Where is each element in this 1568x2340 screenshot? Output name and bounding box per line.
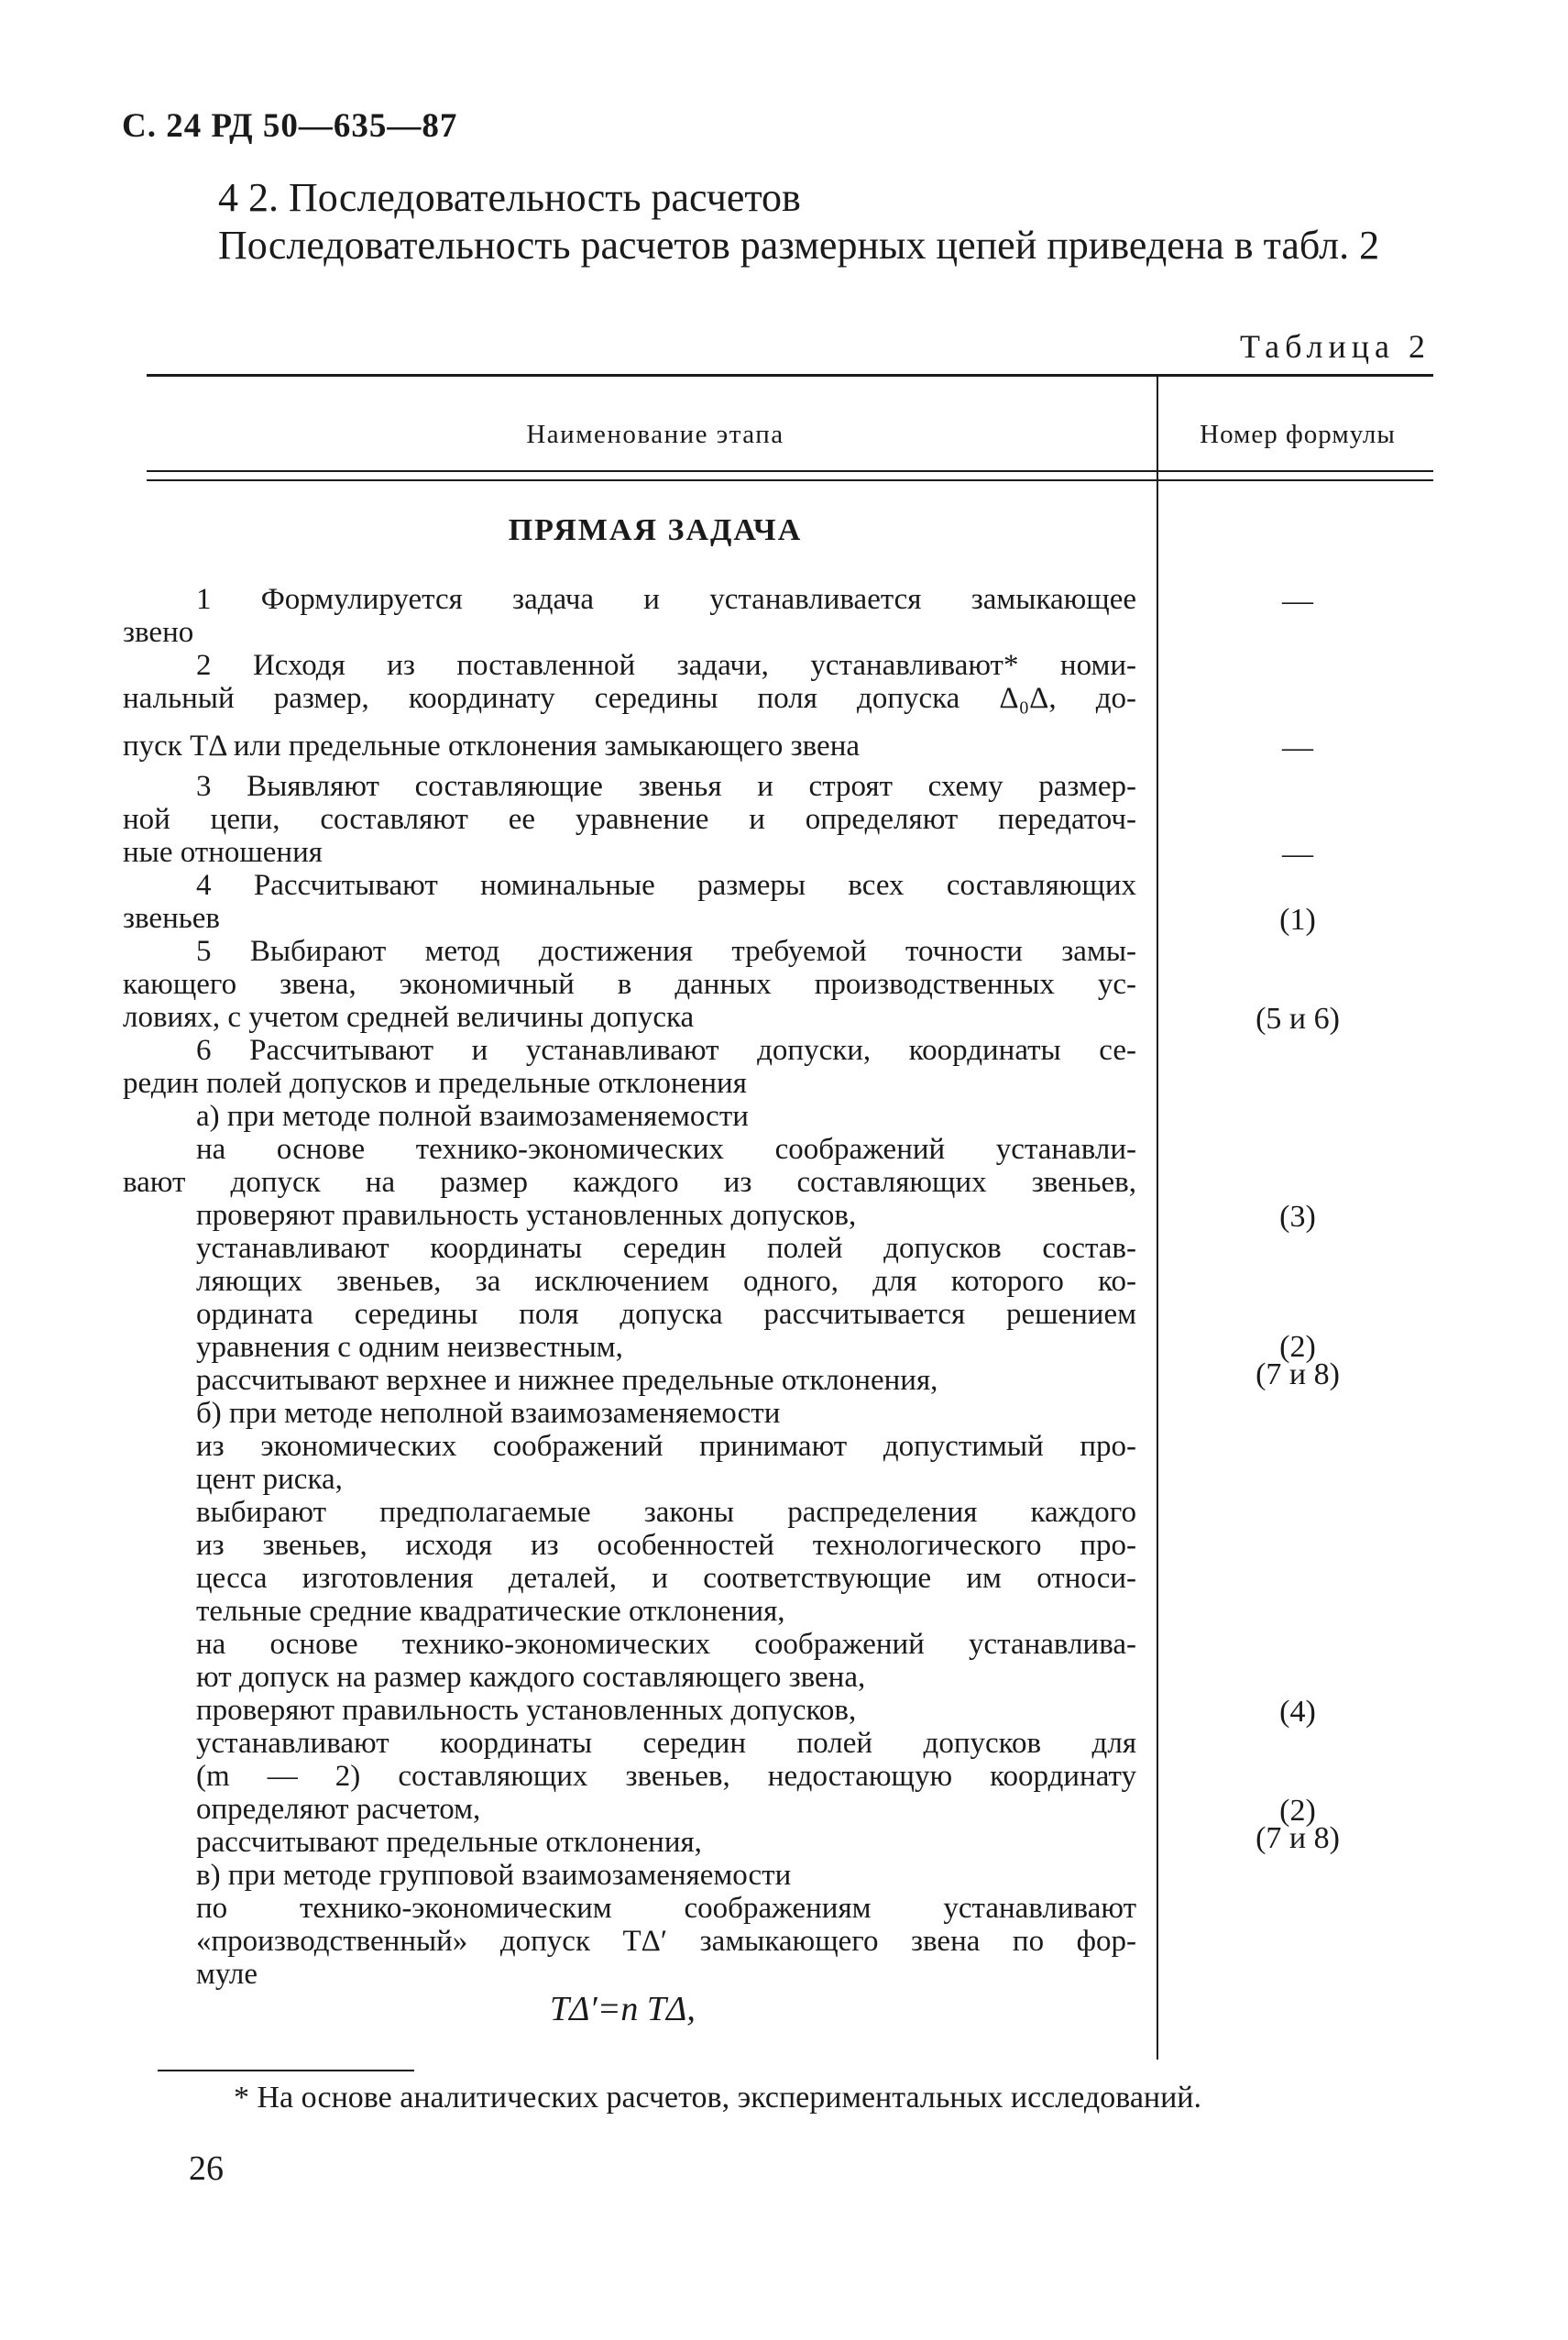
formula-number: — <box>1282 731 1313 764</box>
body-line: 6 Рассчитывают и устанавливают допуски, координаты се- <box>196 1034 1136 1067</box>
body-line: 1 Формулируется задача и устанавливается замыкающее <box>196 583 1136 616</box>
formula-tolerance: TΔ′=n TΔ, <box>550 1990 696 2028</box>
body-line: вают допуск на размер каждого из составляющих звеньев, <box>123 1166 1136 1199</box>
formula-number: (5 и 6) <box>1255 1002 1340 1036</box>
body-line: устанавливают координаты середин полей допусков для <box>196 1727 1136 1760</box>
body-line: б) при методе неполной взаимозаменяемости <box>196 1397 781 1430</box>
body-line: звеньев <box>123 902 221 935</box>
body-line: 4 Рассчитывают номинальные размеры всех составляющих <box>196 869 1136 902</box>
body-line: 2 Исходя из поставленной задачи, устанавливают* номи- <box>196 649 1136 682</box>
body-line: устанавливают координаты середин полей допусков состав- <box>196 1232 1136 1265</box>
column-header-stage: Наименование этапа <box>526 420 784 449</box>
intro-paragraph <box>148 220 1430 271</box>
body-line: ют допуск на размер каждого составляющего звена, <box>196 1661 866 1694</box>
body-line: ные отношения <box>123 836 323 869</box>
column-divider <box>1157 377 1158 2060</box>
table-header-rule-double <box>147 479 1433 481</box>
body-line: муле <box>196 1958 258 1991</box>
formula-number: (7 и 8) <box>1255 1357 1340 1391</box>
body-line: ной цепи, составляют ее уравнение и определяют передаточ- <box>123 803 1136 836</box>
section-heading: ПРЯМАЯ ЗАДАЧА <box>508 513 803 547</box>
body-line: уравнения с одним неизвестным, <box>196 1331 623 1364</box>
section-title: 4 2. Последовательность расчетов <box>218 175 801 220</box>
body-line: из экономических соображений принимают допустимый про- <box>196 1430 1136 1463</box>
table-header-rule <box>147 470 1433 472</box>
body-line: (m — 2) составляющих звеньев, недостающую координату <box>196 1760 1136 1793</box>
page-header: С. 24 РД 50—635—87 <box>122 107 458 145</box>
body-line: рассчитывают верхнее и нижнее предельные отклонения, <box>196 1364 938 1397</box>
footnote: * На основе аналитических расчетов, экспериментальных исследований. <box>234 2081 1201 2115</box>
body-line: рассчитывают предельные отклонения, <box>196 1826 702 1859</box>
body-line: ляющих звеньев, за исключением одного, для которого ко- <box>196 1265 1136 1298</box>
formula-number: (1) <box>1279 903 1316 937</box>
formula-number: — <box>1282 584 1313 618</box>
body-line: из звеньев, исходя из особенностей технологического про- <box>196 1529 1136 1562</box>
formula-number: — <box>1282 837 1313 871</box>
formula-number: (2) <box>1279 1794 1316 1828</box>
formula-number: (4) <box>1279 1695 1316 1729</box>
body-line: ордината середины поля допуска рассчитывается решением <box>196 1298 1136 1331</box>
body-line: пуск TΔ или предельные отклонения замыкающего звена <box>123 730 861 763</box>
body-line: а) при методе полной взаимозаменяемости <box>196 1100 749 1133</box>
body-line: цесса изготовления деталей, и соответствующие им относи- <box>196 1562 1136 1595</box>
body-line: нальный размер, координату середины поля допуска Δ₀Δ, до- <box>123 682 1136 715</box>
footnote-rule <box>158 2070 414 2071</box>
body-line: определяют расчетом, <box>196 1793 481 1826</box>
column-header-formula: Номер формулы <box>1200 420 1396 449</box>
body-line: звено <box>123 616 194 649</box>
table-top-rule <box>147 374 1433 377</box>
body-line: ловиях, с учетом средней величины допуска <box>123 1001 695 1034</box>
body-line: по технико-экономическим соображениям устанавливают <box>196 1892 1136 1925</box>
body-line: «производственный» допуск TΔ′ замыкающего звена по фор- <box>196 1925 1136 1958</box>
formula-number: (3) <box>1279 1200 1316 1234</box>
body-line: на основе технико-экономических соображений устанавли- <box>196 1133 1136 1166</box>
table-caption: Таблица 2 <box>1240 328 1431 365</box>
body-line: проверяют правильность установленных допусков, <box>196 1199 857 1232</box>
intro-text: Последовательность расчетов размерных цепей приведена в табл. 2 <box>218 223 1380 268</box>
body-line: 5 Выбирают метод достижения требуемой точности замы- <box>196 935 1136 968</box>
body-line: проверяют правильность установленных допусков, <box>196 1694 857 1727</box>
body-line: тельные средние квадратические отклонения, <box>196 1595 785 1628</box>
body-line: на основе технико-экономических соображений устанавлива- <box>196 1628 1136 1661</box>
body-line: редин полей допусков и предельные отклонения <box>123 1067 747 1100</box>
body-line: выбирают предполагаемые законы распределения каждого <box>196 1496 1136 1529</box>
body-line: в) при методе групповой взаимозаменяемости <box>196 1859 792 1892</box>
body-line: 3 Выявляют составляющие звенья и строят схему размер- <box>196 770 1136 803</box>
formula-number: (2) <box>1279 1330 1316 1364</box>
body-line: цент риска, <box>196 1463 343 1496</box>
body-line: кающего звена, экономичный в данных производственных ус- <box>123 968 1136 1001</box>
page-number: 26 <box>189 2149 224 2188</box>
formula-number: (7 и 8) <box>1255 1821 1340 1855</box>
